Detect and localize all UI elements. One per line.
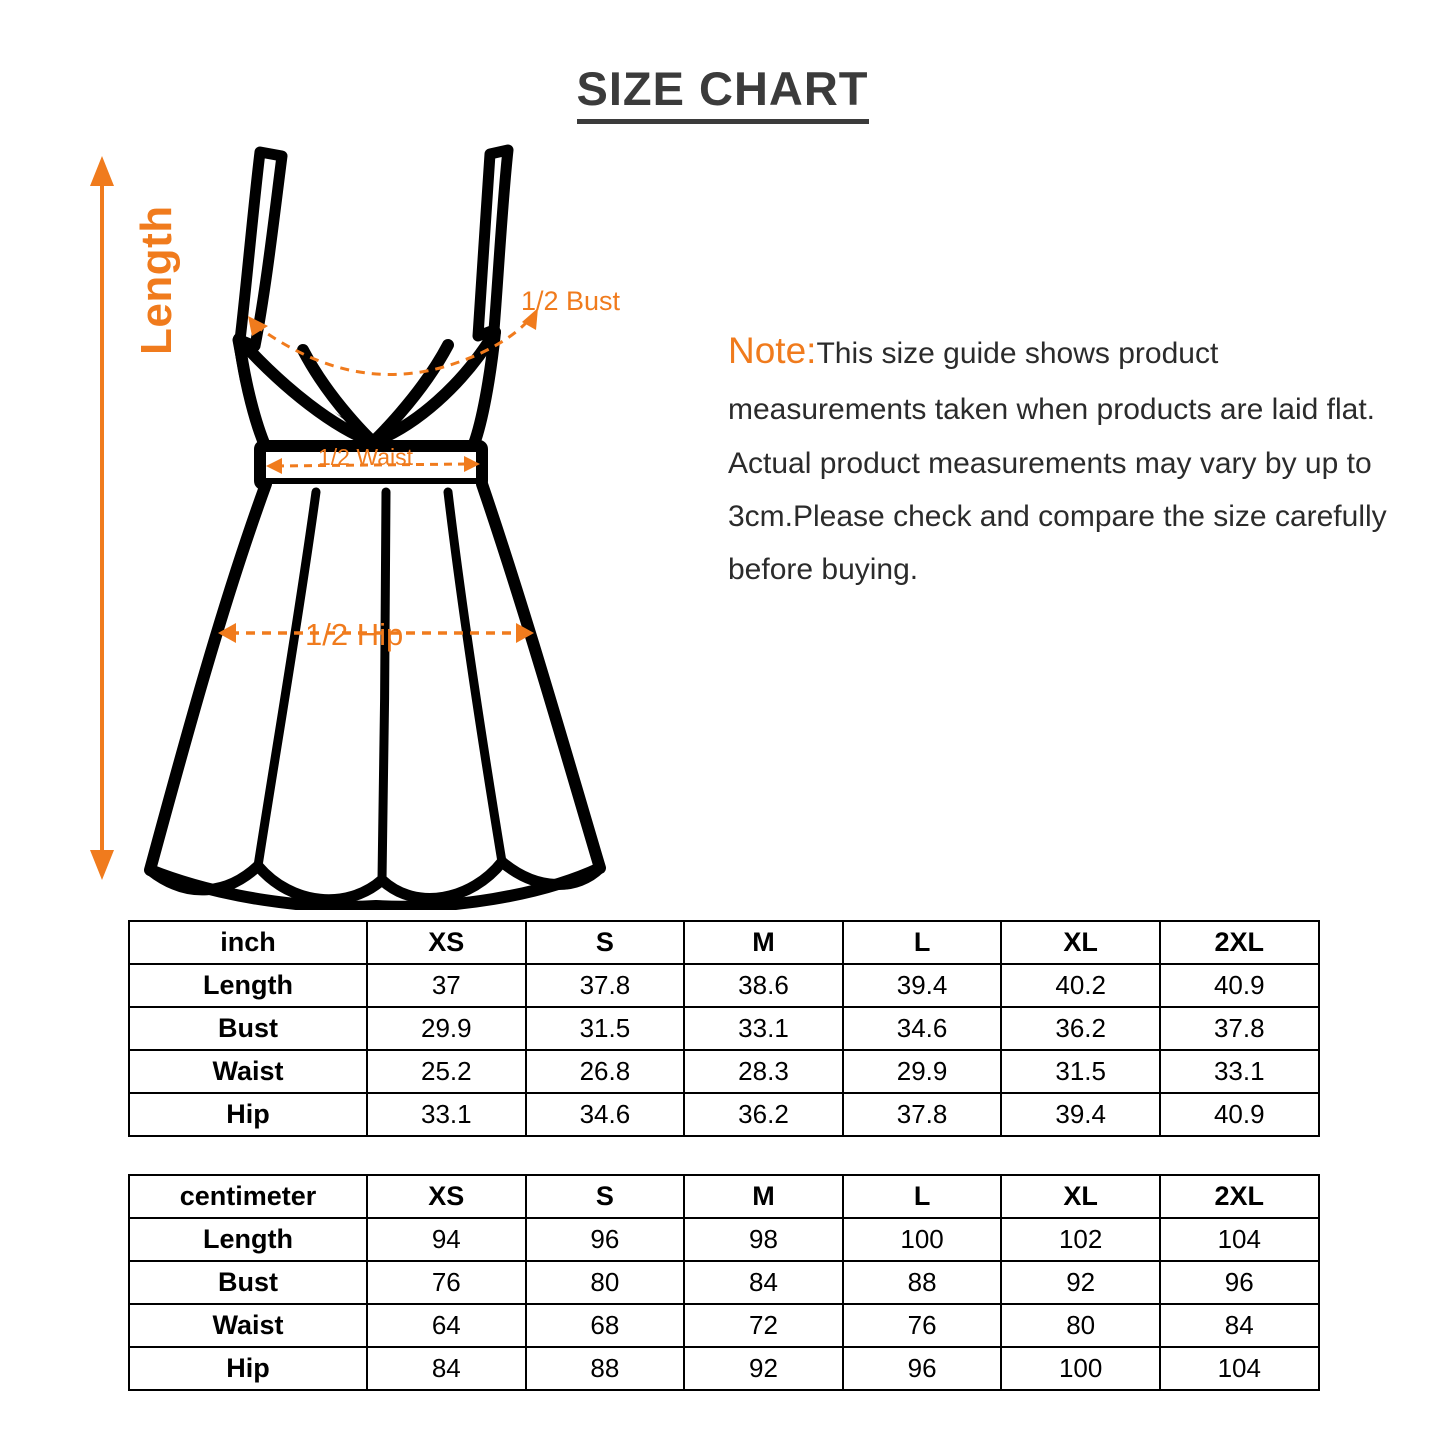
measurement-value-cell: 94 [367,1218,526,1261]
table-row [129,1218,1319,1261]
measurement-value-cell: 33.1 [367,1093,526,1136]
note-block [728,318,1400,596]
unit-header-cell: centimeter [129,1175,367,1218]
measurement-value-cell: 39.4 [843,964,1002,1007]
measurement-label-cell: Length [129,1218,367,1261]
size-header-cell: L [843,1175,1002,1218]
measurement-value-cell: 80 [1001,1304,1160,1347]
page-title-wrap [0,64,1445,124]
measurement-value-cell: 40.2 [1001,964,1160,1007]
table-cm-body [129,1175,1319,1390]
measurement-value-cell: 25.2 [367,1050,526,1093]
size-header-cell: M [684,1175,843,1218]
measurement-value-cell: 68 [526,1304,685,1347]
measurement-value-cell: 40.9 [1160,1093,1319,1136]
measurement-value-cell: 96 [1160,1261,1319,1304]
measurement-value-cell: 100 [1001,1347,1160,1390]
measurement-label-cell: Bust [129,1007,367,1050]
measurement-value-cell: 40.9 [1160,964,1319,1007]
size-header-cell: S [526,1175,685,1218]
measurement-value-cell: 31.5 [1001,1050,1160,1093]
measurement-value-cell: 98 [684,1218,843,1261]
waist-label: 1/2 Waist [318,444,414,470]
size-header-cell: L [843,921,1002,964]
page-title: SIZE CHART [577,64,869,124]
size-header-cell: M [684,921,843,964]
measurement-value-cell: 37.8 [1160,1007,1319,1050]
measurement-label-cell: Bust [129,1261,367,1304]
table-header-row [129,1175,1319,1218]
size-header-cell: XS [367,921,526,964]
measurement-value-cell: 34.6 [526,1093,685,1136]
size-header-cell: XL [1001,921,1160,964]
bust-label: 1/2 Bust [521,286,621,316]
measurement-value-cell: 64 [367,1304,526,1347]
measurement-value-cell: 92 [1001,1261,1160,1304]
measurement-value-cell: 76 [367,1261,526,1304]
measurement-value-cell: 96 [843,1347,1002,1390]
dress-outline [238,150,508,462]
measurement-value-cell: 84 [684,1261,843,1304]
unit-header-cell: inch [129,921,367,964]
size-table-cm-grid [128,1174,1320,1391]
length-label: Length [132,205,181,355]
measurement-value-cell: 39.4 [1001,1093,1160,1136]
length-arrow-icon [90,156,114,880]
measurement-value-cell: 33.1 [684,1007,843,1050]
size-table-cm [128,1174,1318,1391]
measurement-value-cell: 33.1 [1160,1050,1319,1093]
measurement-value-cell: 38.6 [684,964,843,1007]
size-header-cell: 2XL [1160,921,1319,964]
table-row [129,1007,1319,1050]
measurement-value-cell: 29.9 [843,1050,1002,1093]
note-heading: Note: [728,330,817,371]
measurement-value-cell: 84 [1160,1304,1319,1347]
table-row [129,964,1319,1007]
measurement-value-cell: 76 [843,1304,1002,1347]
measurement-value-cell: 31.5 [526,1007,685,1050]
size-header-cell: 2XL [1160,1175,1319,1218]
measurement-value-cell: 72 [684,1304,843,1347]
table-inch-body [129,921,1319,1136]
measurement-value-cell: 100 [843,1218,1002,1261]
measurement-value-cell: 88 [843,1261,1002,1304]
table-row [129,1093,1319,1136]
size-table-inch-grid [128,920,1320,1137]
measurement-value-cell: 84 [367,1347,526,1390]
size-header-cell: S [526,921,685,964]
measurement-value-cell: 36.2 [1001,1007,1160,1050]
table-row [129,1050,1319,1093]
measurement-value-cell: 104 [1160,1218,1319,1261]
measurement-value-cell: 80 [526,1261,685,1304]
size-table-inch [128,920,1318,1137]
measurement-label-cell: Waist [129,1304,367,1347]
table-row [129,1304,1319,1347]
measurement-value-cell: 37.8 [526,964,685,1007]
measurement-label-cell: Length [129,964,367,1007]
measurement-value-cell: 36.2 [684,1093,843,1136]
measurement-value-cell: 88 [526,1347,685,1390]
size-header-cell: XL [1001,1175,1160,1218]
table-row [129,1261,1319,1304]
hip-label: 1/2 Hip [305,617,404,652]
measurement-value-cell: 29.9 [367,1007,526,1050]
measurement-value-cell: 34.6 [843,1007,1002,1050]
measurement-label-cell: Hip [129,1093,367,1136]
measurement-value-cell: 28.3 [684,1050,843,1093]
table-row [129,1347,1319,1390]
measurement-label-cell: Hip [129,1347,367,1390]
size-header-cell: XS [367,1175,526,1218]
note-body: This size guide shows product measurements taken when products are laid flat. Actual product measurements may vary by up to 3cm.Please check and compare the size carefully before buying. [728,337,1387,586]
measurement-value-cell: 96 [526,1218,685,1261]
measurement-value-cell: 102 [1001,1218,1160,1261]
measurement-label-cell: Waist [129,1050,367,1093]
measurement-value-cell: 104 [1160,1347,1319,1390]
table-header-row [129,921,1319,964]
measurement-value-cell: 92 [684,1347,843,1390]
measurement-value-cell: 26.8 [526,1050,685,1093]
measurement-value-cell: 37.8 [843,1093,1002,1136]
measurement-value-cell: 37 [367,964,526,1007]
